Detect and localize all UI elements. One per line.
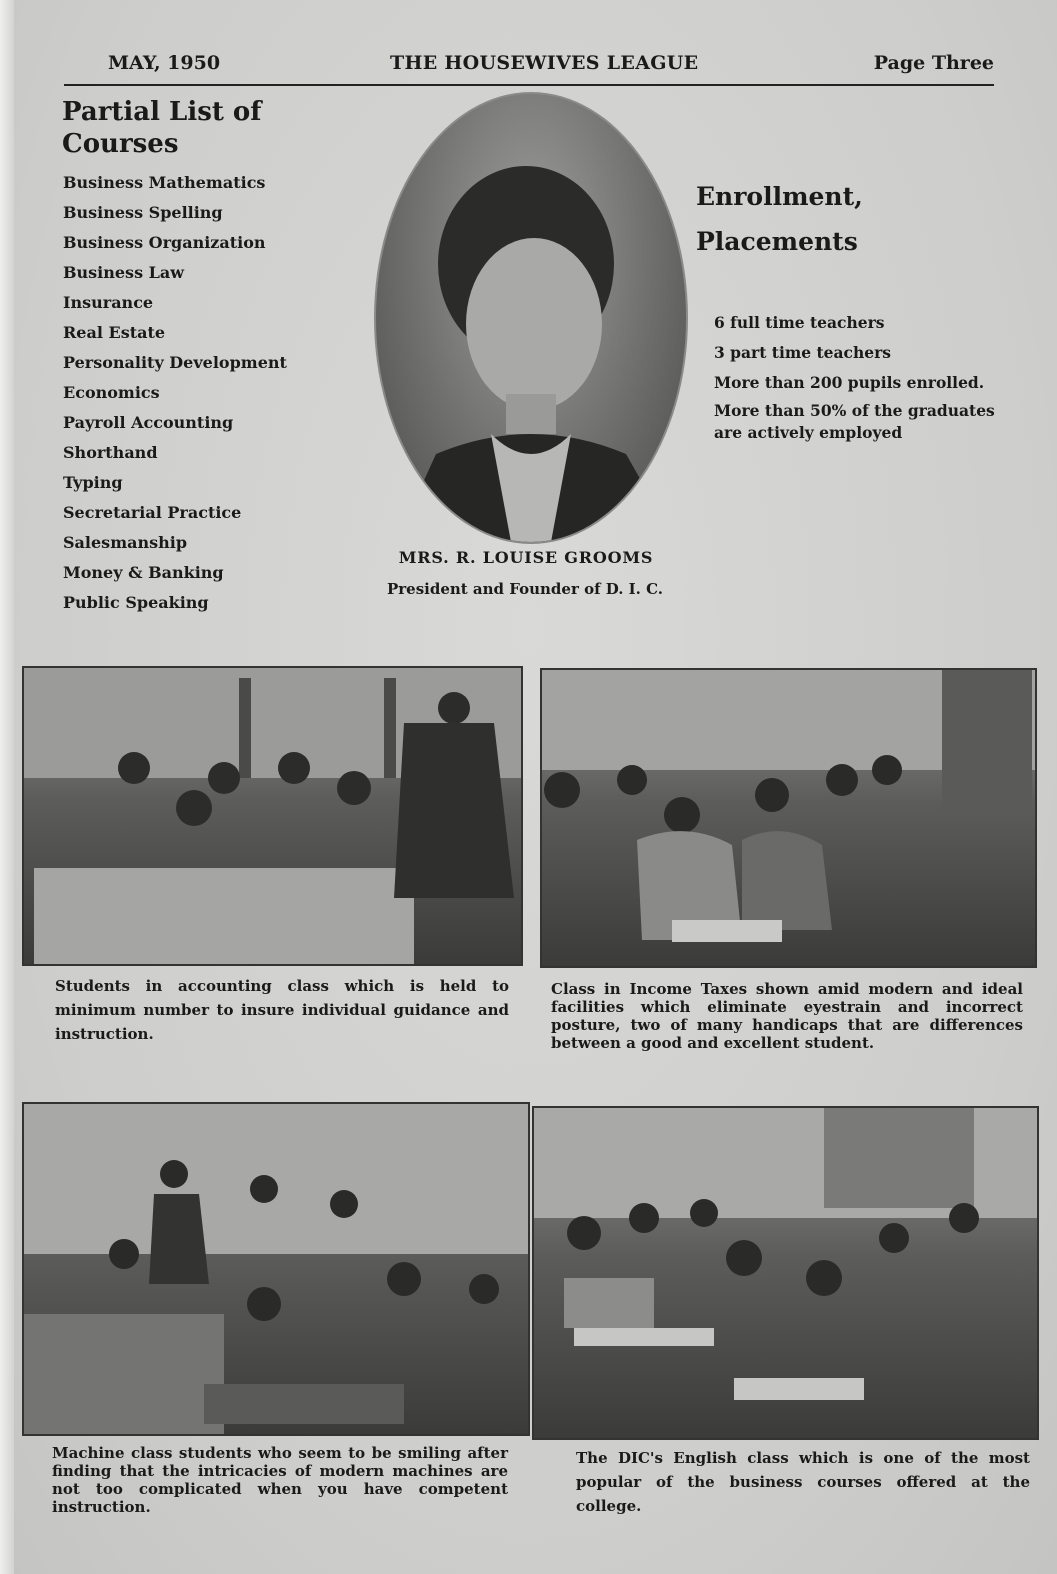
- photo-caption: The DIC's English class which is one of the most popular of the business courses offered at the college.: [576, 1449, 1030, 1515]
- course-item: Public Speaking: [63, 593, 209, 612]
- stat-item: 6 full time teachers: [714, 313, 885, 332]
- course-item: Business Organization: [63, 233, 266, 252]
- portrait-photo: [374, 92, 688, 544]
- photo-caption: Machine class students who seem to be smiling after finding that the intricacies of modern machines are not too complicated when you have competent instruction.: [52, 1444, 508, 1516]
- course-item: Economics: [63, 383, 160, 402]
- publication-title: THE HOUSEWIVES LEAGUE: [390, 52, 699, 74]
- stat-item: More than 50% of the graduates are actively employed: [714, 401, 995, 442]
- course-item: Business Spelling: [63, 203, 223, 222]
- accounting-class-photo: [22, 666, 523, 966]
- photo-caption: Students in accounting class which is held to minimum number to insure individual guidance and instruction.: [55, 977, 509, 1043]
- courses-heading-line2: Courses: [62, 129, 179, 159]
- enrollment-heading-line2: Placements: [696, 227, 858, 256]
- portrait-role: President and Founder of D. I. C.: [386, 580, 664, 598]
- courses-list: [63, 170, 287, 620]
- course-item: Money & Banking: [63, 563, 224, 582]
- stat-item: 3 part time teachers: [714, 343, 892, 362]
- issue-date: MAY, 1950: [108, 52, 221, 74]
- page-number: Page Three: [873, 52, 994, 74]
- photo-caption: Class in Income Taxes shown amid modern and ideal facilities which eliminate eyestrain and incorrect posture, two of many handicaps that are differences between a good and excellent student.: [551, 980, 1023, 1052]
- courses-heading: [62, 96, 261, 160]
- course-item: Personality Development: [63, 353, 287, 372]
- page-header: [64, 50, 994, 86]
- enrollment-heading-line1: Enrollment,: [696, 182, 863, 211]
- course-item: Shorthand: [63, 443, 158, 462]
- portrait-name: MRS. R. LOUISE GROOMS: [398, 548, 654, 567]
- course-item: Insurance: [63, 293, 154, 312]
- income-taxes-class-photo: [540, 668, 1037, 968]
- courses-heading-line1: Partial List of: [62, 97, 262, 127]
- enrollment-heading: [696, 174, 863, 264]
- paper-edge: [0, 0, 14, 1574]
- enrollment-stats: [714, 310, 1004, 444]
- course-item: Salesmanship: [63, 533, 188, 552]
- english-class-photo: [532, 1106, 1039, 1440]
- course-item: Real Estate: [63, 323, 166, 342]
- stat-item: More than 200 pupils enrolled.: [714, 373, 985, 392]
- course-item: Business Mathematics: [63, 173, 266, 192]
- course-item: Payroll Accounting: [63, 413, 234, 432]
- machine-class-photo: [22, 1102, 530, 1436]
- course-item: Business Law: [63, 263, 185, 282]
- course-item: Secretarial Practice: [63, 503, 242, 522]
- course-item: Typing: [63, 473, 123, 492]
